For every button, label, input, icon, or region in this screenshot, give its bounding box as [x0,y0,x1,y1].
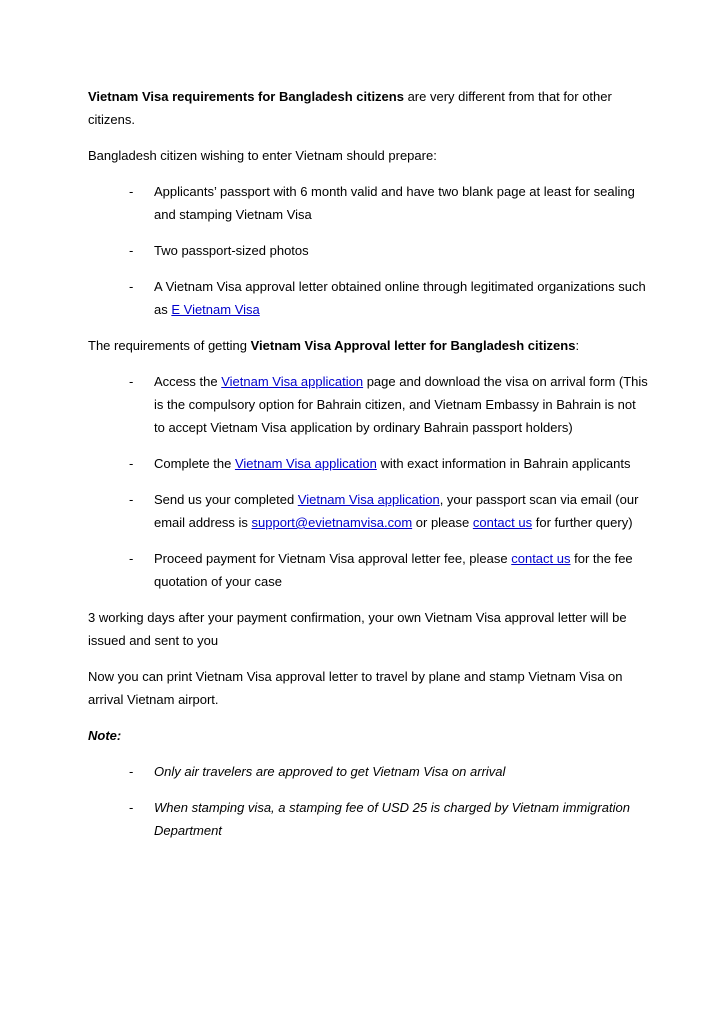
intro-paragraph [88,85,648,131]
requirements-list [88,370,648,593]
e-vietnam-visa-link[interactable]: E Vietnam Visa [171,302,260,317]
send-text-mid1: , your passport scan via email (our email address is [154,492,639,530]
contact-us-link[interactable]: contact us [472,515,533,530]
access-text-before: Access the [154,374,222,389]
dash-bullet: - [129,800,134,815]
complete-text-before: Complete the [154,456,235,471]
prepare-list [88,180,648,321]
passport-text: Applicants’ passport with 6 month valid and have two blank page at least for sealing and stamping Vietnam Visa [154,184,635,222]
requirements-heading-after: : [575,338,580,353]
list-item-access [88,370,648,439]
intro-rest: are very different from that for other citizens. [88,89,612,127]
requirements-heading-before: The requirements of getting [88,338,251,353]
document-page [88,85,648,855]
stamping-fee-text: When stamping visa, a stamping fee of USD 25 is charged by Vietnam immigration Department [154,800,630,838]
prepare-heading: Bangladesh citizen wishing to enter Vietnam should prepare: [88,148,437,163]
dash-bullet: - [129,279,134,294]
list-item-send [88,488,648,534]
list-item-complete [88,452,648,475]
dash-bullet: - [129,456,134,471]
note-list [88,760,648,842]
photos-text: Two passport-sized photos [154,243,309,258]
intro-bold: Vietnam Visa requirements for Bangladesh citizens [88,89,404,104]
support-email-link[interactable]: support@evietnamvisa.com [251,515,413,530]
pay-text-before: Proceed payment for Vietnam Visa approval letter fee, please [154,551,512,566]
air-travelers-text: Only air travelers are approved to get Vietnam Visa on arrival [154,764,506,779]
dash-bullet: - [129,492,134,507]
dash-bullet: - [129,184,134,199]
visa-application-link[interactable]: Vietnam Visa application [234,456,377,471]
approval-text: A Vietnam Visa approval letter obtained online through legitimated organizations such as [154,279,646,317]
requirements-heading-bold: Vietnam Visa Approval letter for Bangladesh citizens [250,338,576,353]
requirements-heading [88,334,648,357]
print-paragraph: Now you can print Vietnam Visa approval letter to travel by plane and stamp Vietnam Visa on arrival Vietnam airport. [88,669,623,707]
list-item-payment [88,547,648,593]
list-item-passport [88,180,648,226]
list-item-stamping-fee [88,796,648,842]
working-days-paragraph: 3 working days after your payment confirmation, your own Vietnam Visa approval letter will be issued and sent to you [88,610,627,648]
visa-application-link[interactable]: Vietnam Visa application [297,492,440,507]
dash-bullet: - [129,764,134,779]
list-item-approval-letter [88,275,648,321]
dash-bullet: - [129,374,134,389]
visa-application-link[interactable]: Vietnam Visa application [221,374,364,389]
complete-text-after: with exact information in Bahrain applicants [376,456,631,471]
dash-bullet: - [129,243,134,258]
send-text-after: for further query) [532,515,633,530]
note-heading [88,724,648,747]
send-text-before: Send us your completed [154,492,298,507]
send-text-mid2: or please [412,515,473,530]
pay-text-after: for the fee quotation of your case [154,551,633,589]
note-heading-text: Note: [88,728,122,743]
contact-us-link[interactable]: contact us [511,551,571,566]
list-item-photos [88,239,648,262]
access-text-after: page and download the visa on arrival form (This is the compulsory option for Bahrain citizen, and Vietnam Embassy in Bahrain is not to accept Vietnam Visa application by ordinary Bahrain passport holders) [154,374,648,435]
list-item-air-travelers [88,760,648,783]
dash-bullet: - [129,551,134,566]
